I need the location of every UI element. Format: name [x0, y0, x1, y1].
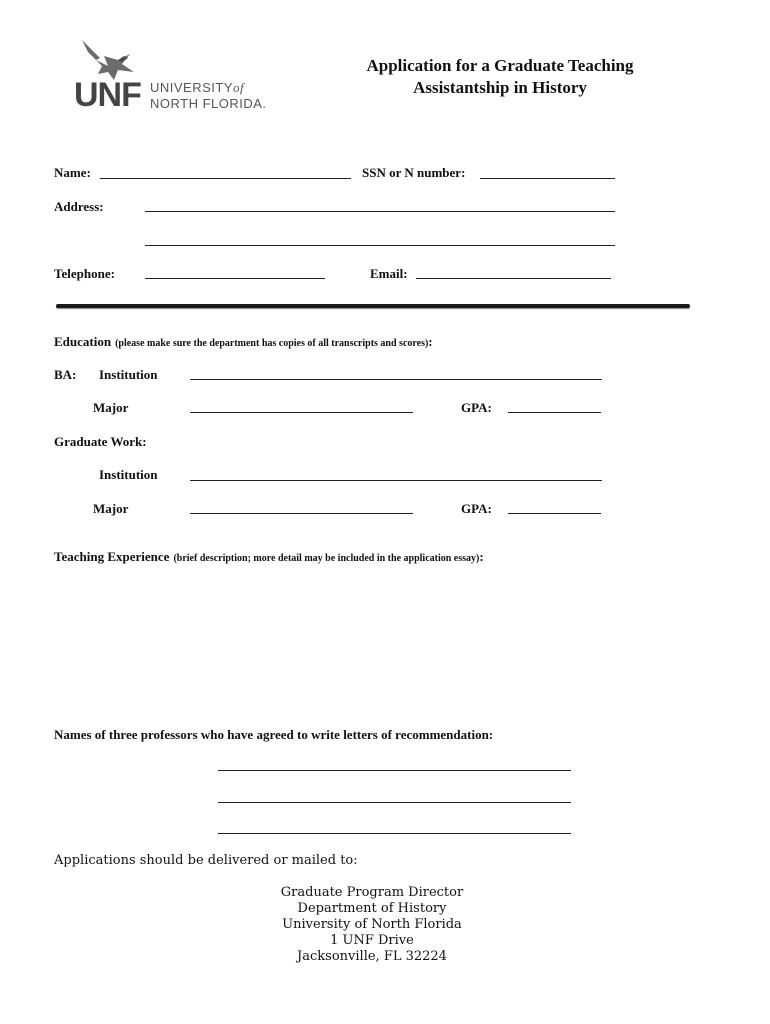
- ba-major-label: Major: [93, 400, 129, 415]
- title-line-1: Application for a Graduate Teaching: [366, 56, 634, 75]
- education-title: Education: [54, 334, 112, 349]
- logo-university: UNIVERSITY: [150, 80, 234, 95]
- ba-institution-field[interactable]: [190, 379, 602, 380]
- graduate-work-label: Graduate Work:: [54, 434, 147, 449]
- logo-mark: UNF: [74, 76, 141, 114]
- teaching-colon: :: [479, 549, 484, 564]
- grad-institution-label: Institution: [99, 467, 158, 482]
- address-label: Address:: [54, 199, 104, 214]
- grad-gpa-field[interactable]: [508, 513, 601, 514]
- section-divider: [56, 304, 690, 308]
- ba-institution-label: Institution: [99, 367, 158, 382]
- address-field-2[interactable]: [145, 245, 615, 246]
- grad-major-field[interactable]: [190, 513, 413, 514]
- address-line-3: University of North Florida: [282, 917, 462, 932]
- logo-line-2: NORTH FLORIDA.: [150, 96, 267, 111]
- ssn-label: SSN or N number:: [362, 165, 466, 180]
- teaching-note: (brief description; more detail may be included in the application essay): [173, 553, 480, 564]
- name-label: Name:: [54, 165, 91, 180]
- education-note: (please make sure the department has copies of all transcripts and scores): [115, 338, 429, 349]
- name-field[interactable]: [100, 178, 351, 179]
- reference-field-3[interactable]: [218, 833, 571, 834]
- address-field-1[interactable]: [145, 211, 615, 212]
- ssn-field[interactable]: [480, 178, 615, 179]
- references-heading: Names of three professors who have agreed to write letters of recommendation:: [54, 727, 494, 742]
- unf-logo: [70, 38, 270, 118]
- logo-of: of: [233, 80, 245, 95]
- address-line-1: Graduate Program Director: [280, 885, 464, 900]
- reference-field-1[interactable]: [218, 770, 571, 771]
- address-line-2: Department of History: [297, 901, 447, 916]
- email-field[interactable]: [416, 278, 611, 279]
- ba-label: BA:: [54, 367, 77, 382]
- telephone-label: Telephone:: [54, 266, 115, 281]
- grad-institution-field[interactable]: [190, 480, 602, 481]
- grad-gpa-label: GPA:: [461, 501, 492, 516]
- ba-gpa-field[interactable]: [508, 412, 601, 413]
- delivery-intro: Applications should be delivered or mailed to:: [54, 853, 358, 868]
- address-line-5: Jacksonville, FL 32224: [297, 949, 447, 964]
- address-line-4: 1 UNF Drive: [330, 933, 414, 948]
- mailing-address: [0, 885, 744, 965]
- education-heading: [54, 333, 433, 351]
- teaching-title: Teaching Experience: [54, 549, 170, 564]
- email-label: Email:: [370, 266, 408, 281]
- ba-major-field[interactable]: [190, 412, 413, 413]
- teaching-heading: [54, 548, 484, 566]
- education-colon: :: [428, 334, 433, 349]
- reference-field-2[interactable]: [218, 802, 571, 803]
- grad-major-label: Major: [93, 501, 129, 516]
- telephone-field[interactable]: [145, 278, 325, 279]
- title-line-2: Assistantship in History: [413, 78, 587, 97]
- teaching-experience-area[interactable]: [54, 570, 614, 710]
- ba-gpa-label: GPA:: [461, 400, 492, 415]
- logo-line-1: [150, 80, 244, 96]
- page-title: [300, 55, 700, 99]
